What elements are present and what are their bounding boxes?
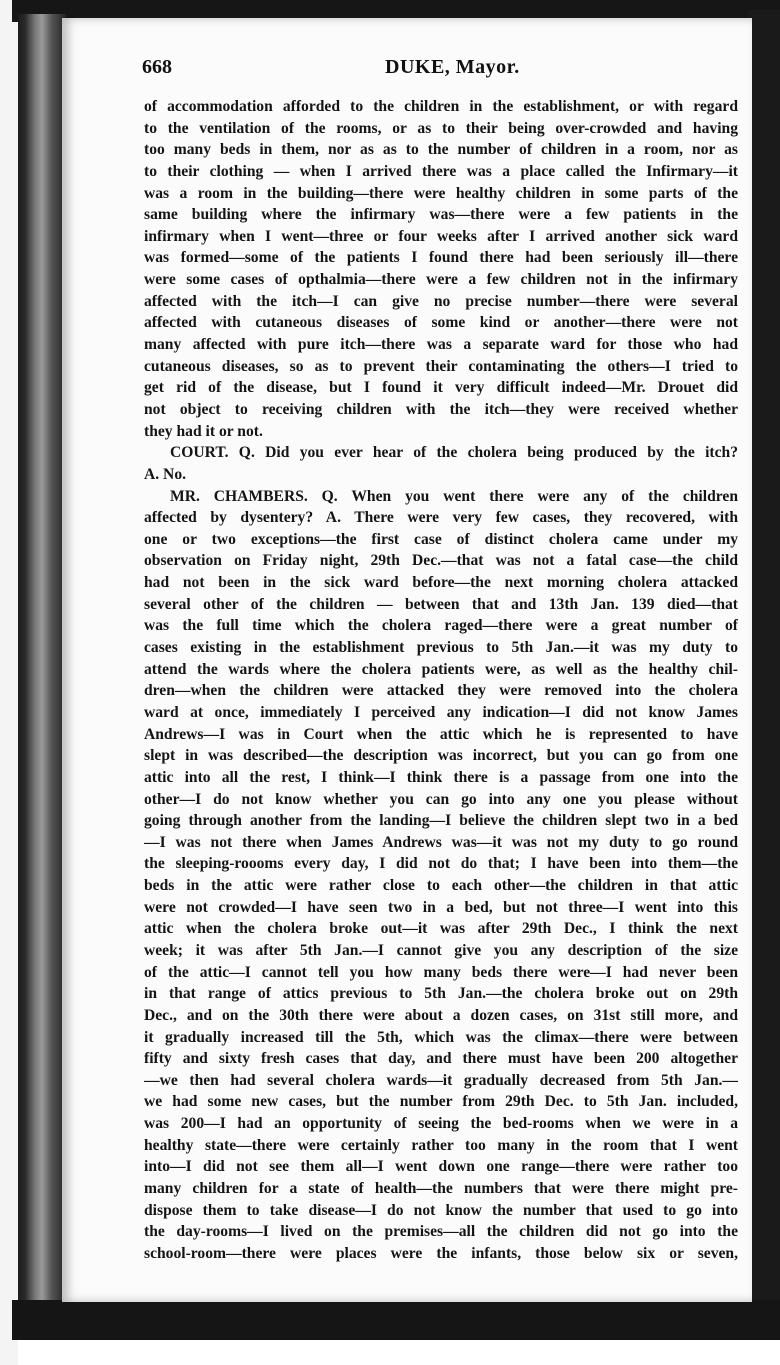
text-line: the sleeping-roooms every day, I did not do that; I have been into them—the xyxy=(144,855,738,873)
text-line: of the attic—I cannot tell you how many beds there were—I had never been xyxy=(144,963,738,981)
text-line: attic when the cholera broke out—it was after 29th Dec., I think the next xyxy=(144,920,738,938)
text-line: was 200—I had an opportunity of seeing the bed-rooms when we were in a xyxy=(144,1115,738,1133)
text-line: too many beds in them, nor as as to the number of children in a room, nor as xyxy=(144,141,738,159)
book-spine xyxy=(18,14,66,1309)
text-line: same building where the infirmary was—there were a few patients in the xyxy=(144,206,738,224)
text-line: fifty and sixty fresh cases that day, and there must have been 200 altogether xyxy=(144,1050,738,1068)
text-line: school-room—there were places were the infants, those below six or seven, xyxy=(144,1244,738,1262)
text-line: into—I did not see them all—I went down one range—there were rather too xyxy=(144,1158,738,1176)
text-line: beds in the attic were rather close to each other—the children in that attic xyxy=(144,877,738,895)
text-line: week; it was after 5th Jan.—I cannot give you any description of the size xyxy=(144,941,738,959)
text-line: was the full time which the cholera raged—there were a great number of xyxy=(144,617,738,635)
text-line: A. No. xyxy=(144,465,187,483)
text-line: to the ventilation of the rooms, or as to their being over-crowded and having xyxy=(144,119,738,137)
text-line: had not been in the sick ward before—the next morning cholera attacked xyxy=(144,574,738,592)
text-line: were not crowded—I have seen two in a bed, but not three—I went into this xyxy=(144,898,738,916)
text-line: many children for a state of health—the numbers that were there might pre- xyxy=(144,1180,738,1198)
text-line: affected with the itch—I can give no precise number—there were several xyxy=(144,292,738,310)
text-line: of accommodation afforded to the children in the establishment, or with regard xyxy=(144,98,738,115)
text-line: was a room in the building—there were healthy children in some parts of the xyxy=(144,184,738,202)
text-line: we had some new cases, but the number from 29th Dec. to 5th Jan. included, xyxy=(144,1093,738,1111)
text-line: attic into all the rest, I think—I think there is a passage from one into the xyxy=(144,768,738,786)
text-line: going through another from the landing—I believe the children slept two in a bed xyxy=(144,812,738,830)
text-line: not object to receiving children with the itch—they were received whether xyxy=(144,400,738,418)
book-bottom-edge xyxy=(12,1300,780,1340)
text-line: they had it or not. xyxy=(144,422,263,440)
text-line: Dec., and on the 30th there were about a dozen cases, on 31st still more, and xyxy=(144,1006,738,1024)
text-line: was formed—some of the patients I found there had been seriously ill—there xyxy=(144,249,738,267)
running-head: DUKE, Mayor. xyxy=(385,56,520,78)
text-line: one or two exceptions—the first case of distinct cholera came under my xyxy=(144,530,738,548)
text-line: healthy state—there were certainly rather too many in the room that I went xyxy=(144,1136,738,1154)
page-header xyxy=(142,56,732,84)
text-line: ward at once, immediately I perceived any indication—I did not know James xyxy=(144,703,738,721)
text-line: —I was not there when James Andrews was—it was not my duty to go round xyxy=(144,833,738,851)
text-line: other—I do not know whether you can go into any one you please without xyxy=(144,790,738,808)
text-line: cutaneous diseases, so as to prevent their contaminating the others—I tried to xyxy=(144,357,738,375)
text-line: were some cases of opthalmia—there were a few children not in the infirmary xyxy=(144,271,738,289)
text-line: slept in was described—the description was incorrect, but you can go from one xyxy=(144,747,738,765)
text-line: observation on Friday night, 29th Dec.—that was not a fatal case—the child xyxy=(144,552,738,570)
text-line: cases existing in the establishment previous to 5th Jan.—it was my duty to xyxy=(144,639,738,657)
text-line: —we then had several cholera wards—it gradually decreased from 5th Jan.— xyxy=(144,1071,738,1089)
text-line: dispose them to take disease—I do not know the number that used to go into xyxy=(144,1201,738,1219)
page-number: 668 xyxy=(142,56,172,78)
text-line: affected with cutaneous diseases of some kind or another—there were not xyxy=(144,314,738,332)
text-line: dren—when the children were attacked they were removed into the cholera xyxy=(144,682,738,700)
text-line: get rid of the disease, but I found it very difficult indeed—Mr. Drouet did xyxy=(144,379,738,397)
text-line: attend the wards where the cholera patients were, as well as the healthy chil- xyxy=(144,660,738,678)
text-line: Andrews—I was in Court when the attic which he is represented to have xyxy=(144,725,738,743)
text-line: MR. CHAMBERS. Q. When you went there were any of the children xyxy=(170,487,738,505)
scan-margin-left xyxy=(0,0,18,1365)
text-line: COURT. Q. Did you ever hear of the cholera being produced by the itch? xyxy=(170,444,738,462)
text-line: the day-rooms—I lived on the premises—all the children did not go into the xyxy=(144,1223,738,1241)
text-line: many affected with pure itch—there was a separate ward for those who had xyxy=(144,336,738,354)
text-line: affected by dysentery? A. There were very few cases, they recovered, with xyxy=(144,509,738,527)
text-line: several other of the children — between that and 13th Jan. 139 died—that xyxy=(144,595,738,613)
body-text xyxy=(144,96,738,1265)
book-right-edge xyxy=(748,10,780,1310)
text-line: in that range of attics previous to 5th Jan.—the cholera broke out on 29th xyxy=(144,985,738,1003)
text-line: it gradually increased till the 5th, which was the climax—there were between xyxy=(144,1028,738,1046)
text-line: to their clothing — when I arrived there was a place called the Infirmary—it xyxy=(144,162,738,180)
text-line: infirmary when I went—three or four weeks after I arrived another sick ward xyxy=(144,227,738,245)
